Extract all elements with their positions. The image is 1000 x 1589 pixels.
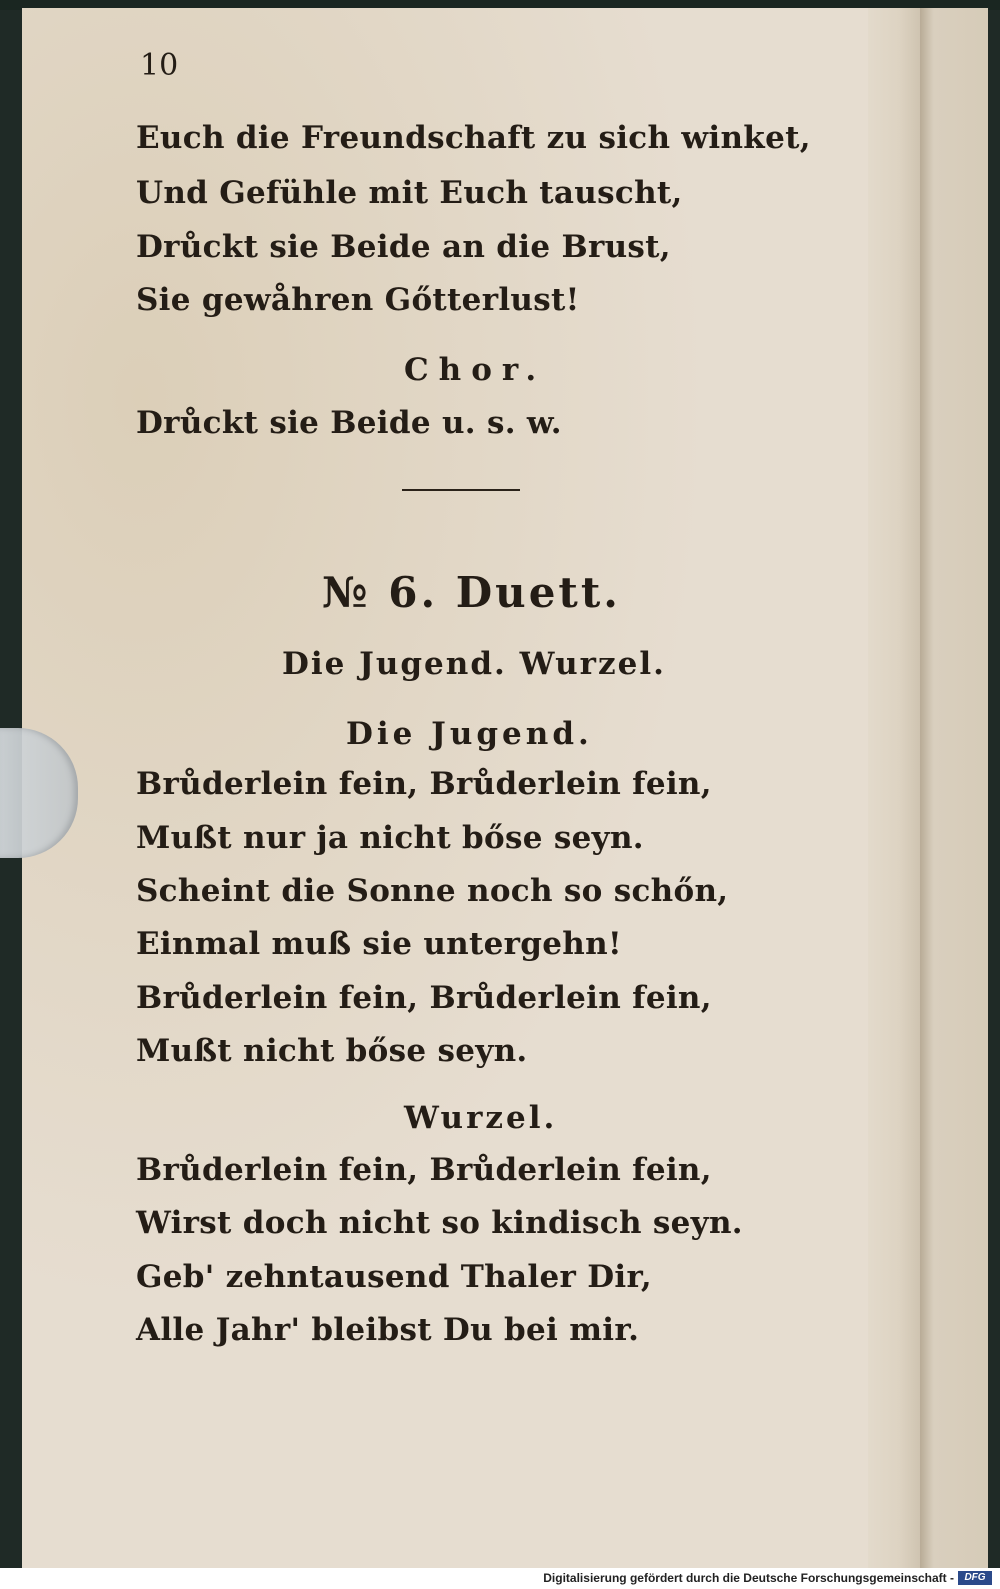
chor-heading: Chor. [404,352,547,388]
speaker-heading: Die Jugend. [346,716,593,752]
speaker-heading: Wurzel. [404,1100,558,1136]
verse-line: Geb' zehntausend Thaler Dir, [136,1259,652,1295]
verse-line: Scheint die Sonne noch so schőn, [136,873,729,909]
verse-line: Mußt nur ja nicht bőse seyn. [136,820,644,856]
verse-line: Alle Jahr' bleibst Du bei mir. [136,1312,640,1348]
verse-line: Brůderlein fein, Brůderlein fein, [136,980,712,1016]
verse-line: Brůderlein fein, Brůderlein fein, [136,1152,712,1188]
page-edge [868,8,920,1568]
section-divider [402,489,520,491]
section-title: № 6. Duett. [322,568,621,617]
footer-bar [0,1568,1000,1589]
verse-line: Mußt nicht bőse seyn. [136,1033,528,1069]
footer-credit: Digitalisierung gefördert durch die Deutsche Forschungsgemeinschaft - [543,1571,954,1585]
verse-line: Einmal muß sie untergehn! [136,926,622,962]
roles-line: Die Jugend. Wurzel. [282,646,666,682]
dfg-logo: DFG [958,1571,992,1585]
verse-line: Euch die Freundschaft zu sich winket, [136,120,811,156]
page-number: 10 [140,48,179,83]
adjacent-page [920,8,988,1568]
verse-line: Drůckt sie Beide an die Brust, [136,229,671,265]
verse-line: Sie gewåhren Gőtterlust! [136,282,580,318]
verse-line: Wirst doch nicht so kindisch seyn. [136,1205,743,1241]
verse-line: Und Gefühle mit Euch tauscht, [136,175,683,211]
chor-line: Drůckt sie Beide u. s. w. [136,405,562,441]
verse-line: Brůderlein fein, Brůderlein fein, [136,766,712,802]
